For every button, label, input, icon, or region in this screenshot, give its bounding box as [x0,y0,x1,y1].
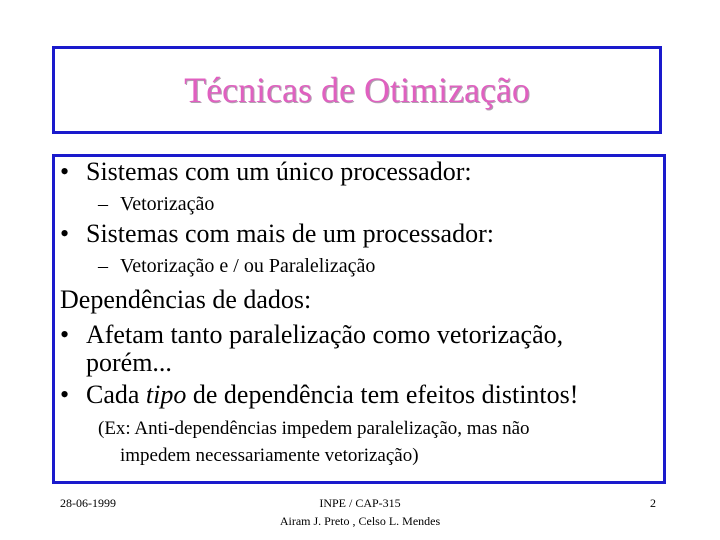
slide-title: Técnicas de Otimização [184,70,530,110]
footer-course: INPE / CAP-315 [319,496,401,510]
bullet-text-emphasis: tipo [145,380,187,409]
bullet-affects [60,320,563,350]
dash-symbol: – [98,255,108,277]
example-note-line2: impedem necessariamente vetorização) [120,445,419,466]
bullet-single-processor [60,157,472,187]
bullet-text: Sistemas com um único processador: [86,157,472,186]
example-note-line1: (Ex: Anti-dependências impedem paralelização, mas não [98,418,530,439]
bullet-dependency-type [60,380,578,410]
sub-bullet-vector-parallel [98,255,375,278]
dependencies-heading: Dependências de dados: [60,285,312,314]
footer-page-number: 2 [650,496,656,510]
bullet-affects-continuation: porém... [86,348,172,377]
bullet-symbol: • [60,380,70,409]
footer-authors: Airam J. Preto , Celso L. Mendes [279,514,441,528]
bullet-symbol: • [60,219,70,248]
footer-date: 28-06-1999 [60,496,116,510]
sub-bullet-text: Vetorização e / ou Paralelização [120,255,376,277]
bullet-text-pre: Cada [86,380,146,409]
bullet-symbol: • [60,157,70,186]
sub-bullet-vectorization [98,193,214,216]
bullet-text: Afetam tanto paralelização como vetorização, [86,320,564,349]
bullet-text-post: de dependência tem efeitos distintos! [186,380,579,409]
bullet-symbol: • [60,320,70,349]
bullet-text: Sistemas com mais de um processador: [86,219,494,248]
bullet-multi-processor [60,219,494,249]
title-box [52,46,662,134]
dash-symbol: – [98,193,108,215]
sub-bullet-text: Vetorização [120,193,215,215]
